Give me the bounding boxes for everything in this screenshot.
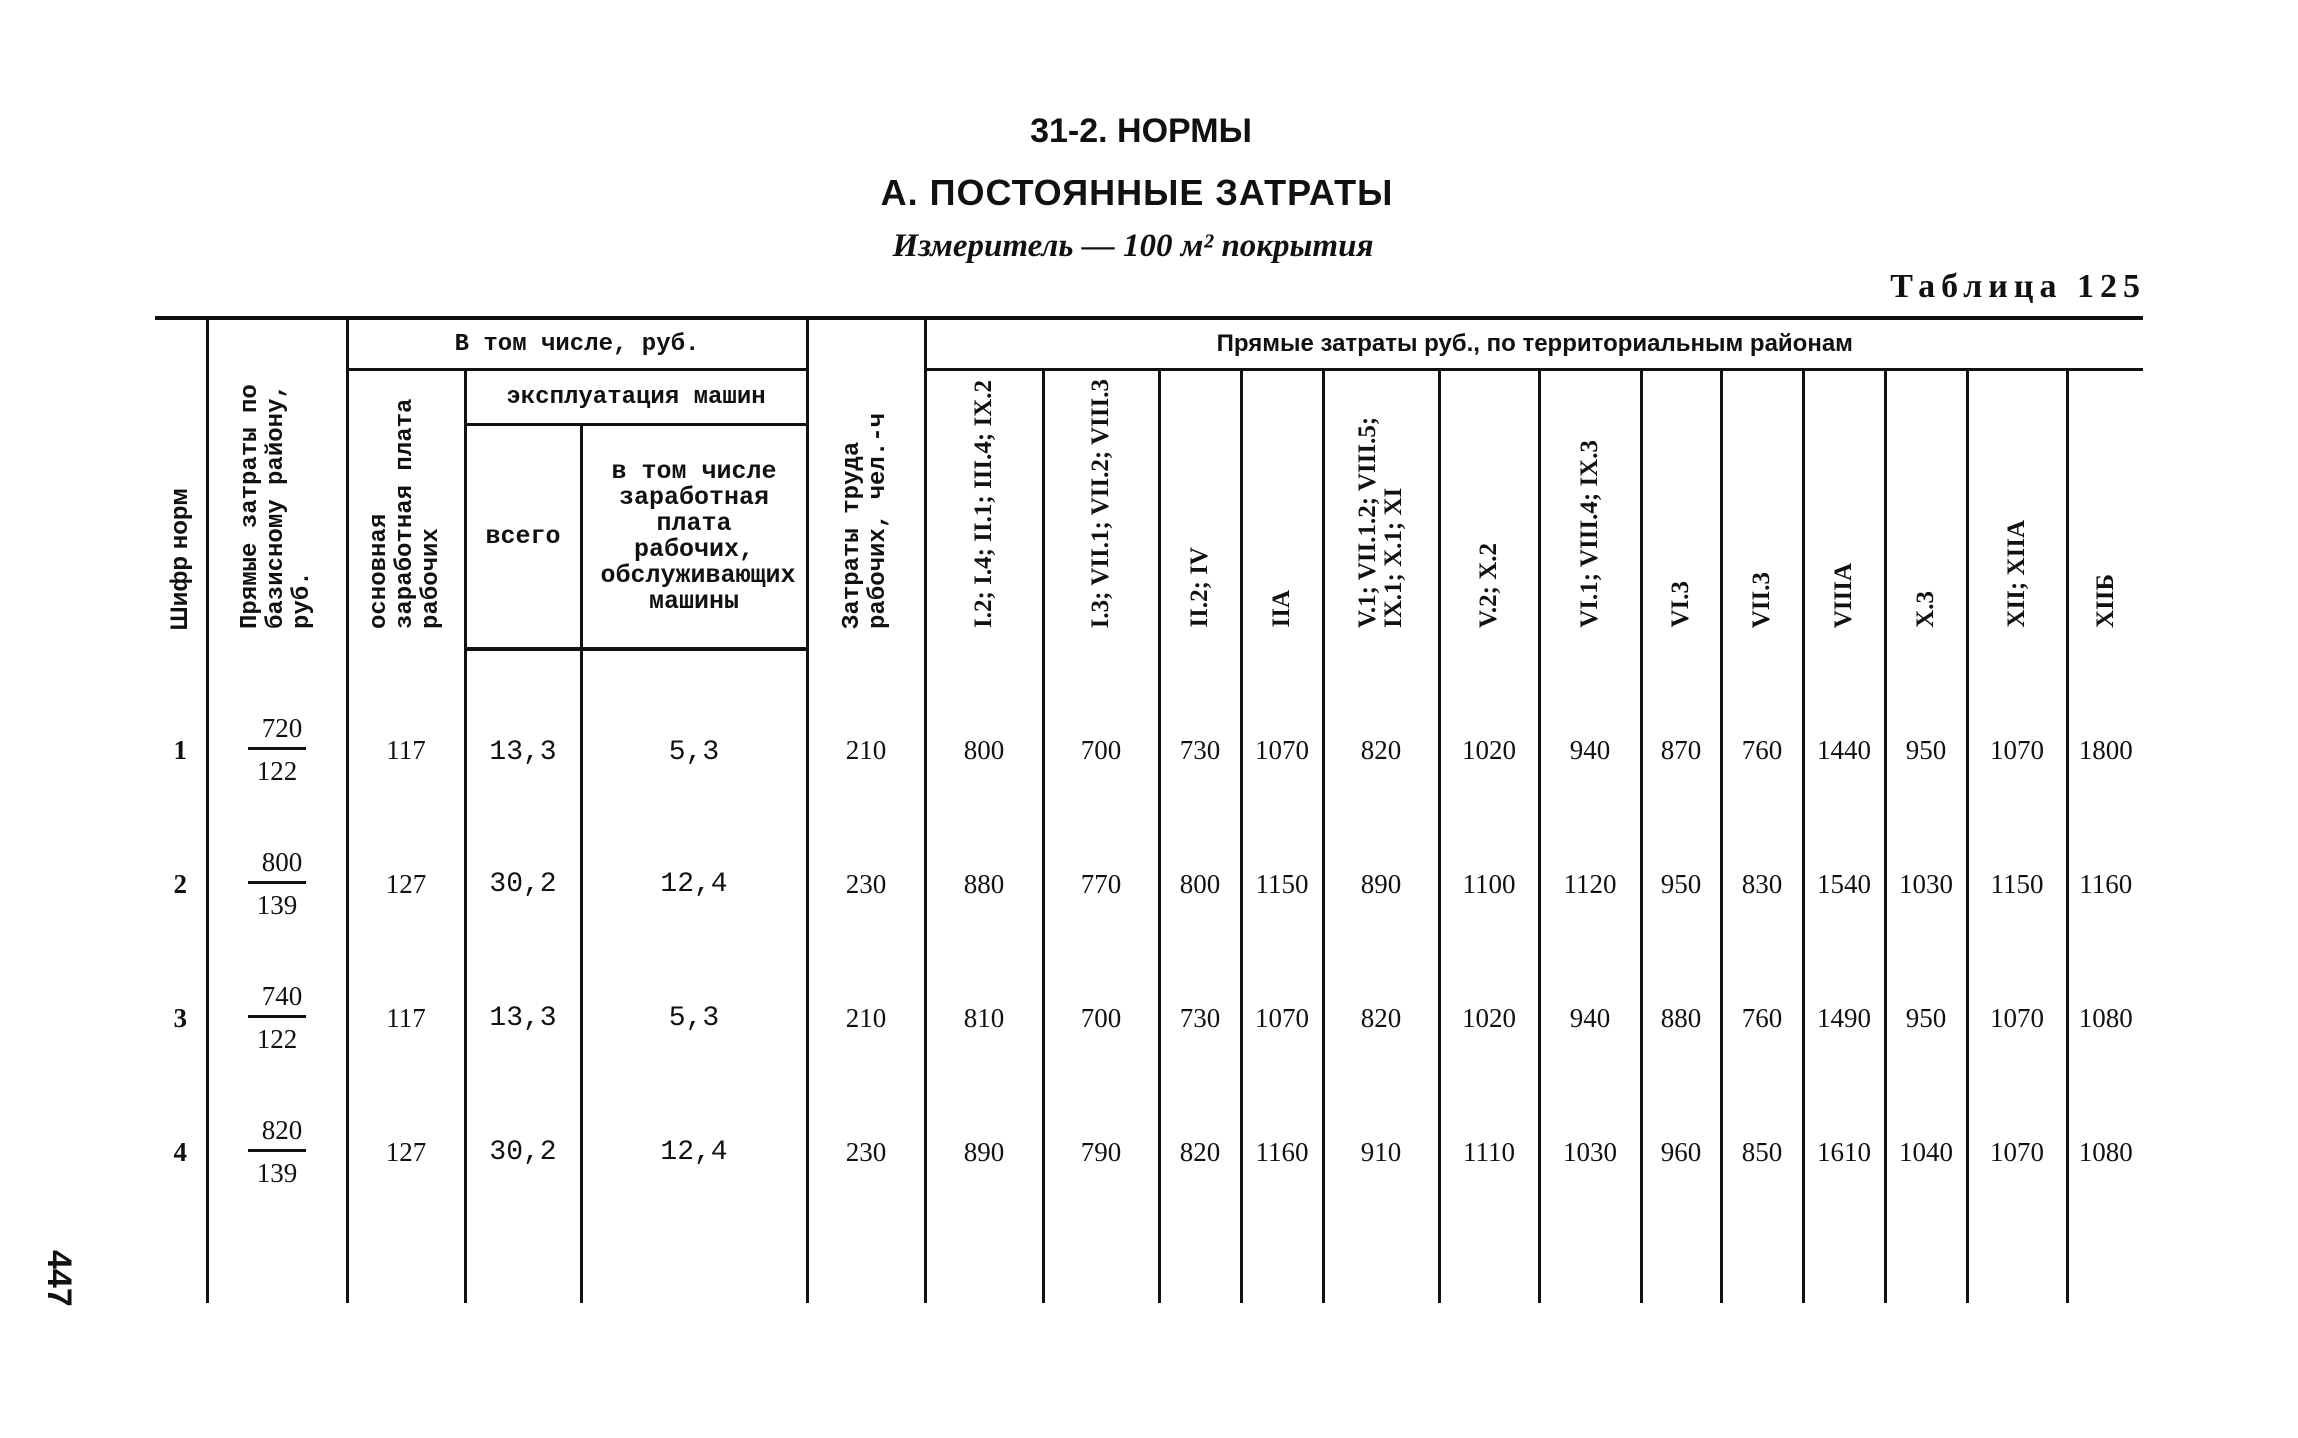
cell-machines-wages: 12,4	[581, 1089, 807, 1303]
cell-region-cost: 1160	[1241, 1089, 1323, 1303]
cell-labor: 230	[807, 821, 925, 955]
direct-cost-value: 820	[248, 1113, 307, 1152]
table-row	[155, 955, 2143, 1089]
regions-group-header: Прямые затраты руб., по территориальным районам	[925, 318, 2143, 370]
cell-region-cost: 800	[925, 649, 1043, 821]
cell-region-cost: 1150	[1241, 821, 1323, 955]
cell-region-cost: 1800	[2067, 649, 2143, 821]
page-number: 447	[40, 1250, 78, 1307]
region-header: VII.3	[1721, 370, 1803, 650]
cell-region-cost: 880	[1641, 955, 1721, 1089]
cell-region-cost: 1020	[1439, 955, 1539, 1089]
region-header: VI.3	[1641, 370, 1721, 650]
region-header: I.3; VII.1; VII.2; VIII.3	[1043, 370, 1159, 650]
cell-region-cost: 870	[1641, 649, 1721, 821]
table-number: Таблица 125	[1890, 268, 2146, 305]
cell-code: 2	[173, 869, 187, 899]
cell-direct-base	[207, 649, 347, 821]
cell-region-cost: 730	[1159, 649, 1241, 821]
cell-region-cost: 1070	[1967, 649, 2067, 821]
cell-code: 4	[173, 1137, 187, 1167]
subsection-title: А. ПОСТОЯННЫЕ ЗАТРАТЫ	[880, 172, 1394, 213]
cell-region-cost: 1540	[1803, 821, 1885, 955]
direct-cost-subvalue: 139	[256, 1158, 298, 1188]
cell-region-cost: 960	[1641, 1089, 1721, 1303]
direct-cost-value: 800	[248, 845, 307, 884]
cell-region-cost: 1100	[1439, 821, 1539, 955]
region-header: X.3	[1885, 370, 1967, 650]
cell-region-cost: 800	[1159, 821, 1241, 955]
col-labor-header: Затраты труда рабочих, чел.-ч	[807, 318, 925, 649]
region-header: XIIБ	[2067, 370, 2143, 650]
cell-region-cost: 1070	[1241, 649, 1323, 821]
cell-region-cost: 1070	[1967, 955, 2067, 1089]
cell-region-cost: 1110	[1439, 1089, 1539, 1303]
fraction	[248, 1113, 307, 1190]
cell-code: 3	[173, 1003, 187, 1033]
cell-region-cost: 1440	[1803, 649, 1885, 821]
cell-wages: 127	[347, 1089, 465, 1303]
region-header: IIA	[1241, 370, 1323, 650]
region-header: VIIIA	[1803, 370, 1885, 650]
cell-region-cost: 880	[925, 821, 1043, 955]
norms-table	[155, 316, 2143, 1303]
cell-direct-base	[207, 821, 347, 955]
table-row	[155, 821, 2143, 955]
cell-region-cost: 1080	[2067, 955, 2143, 1089]
region-header: VI.1; VIII.4; IX.3	[1539, 370, 1641, 650]
cell-machines-total: 13,3	[465, 955, 581, 1089]
cell-region-cost: 820	[1323, 955, 1439, 1089]
cell-machines-wages: 12,4	[581, 821, 807, 955]
cell-machines-total: 30,2	[465, 821, 581, 955]
cell-region-cost: 730	[1159, 955, 1241, 1089]
cell-labor: 210	[807, 649, 925, 821]
cell-labor: 230	[807, 1089, 925, 1303]
direct-cost-subvalue: 122	[256, 756, 298, 786]
cell-region-cost: 1040	[1885, 1089, 1967, 1303]
cell-region-cost: 820	[1323, 649, 1439, 821]
col-direct-base-header: Прямые затраты по базисному району, руб.	[207, 318, 347, 649]
cell-region-cost: 1070	[1241, 955, 1323, 1089]
cell-region-cost: 940	[1539, 955, 1641, 1089]
cell-region-cost: 890	[1323, 821, 1439, 955]
cell-region-cost: 940	[1539, 649, 1641, 821]
region-header: V.2; X.2	[1439, 370, 1539, 650]
fraction	[248, 979, 307, 1056]
cell-wages: 117	[347, 649, 465, 821]
machines-group-header: эксплуатация машин	[465, 370, 807, 425]
cell-wages: 117	[347, 955, 465, 1089]
cell-region-cost: 1160	[2067, 821, 2143, 955]
col-wages-header: основная заработная плата рабочих	[347, 370, 465, 650]
cell-region-cost: 1030	[1539, 1089, 1641, 1303]
region-header: II.2; IV	[1159, 370, 1241, 650]
region-header: XII; XIIA	[1967, 370, 2067, 650]
fraction	[248, 845, 307, 922]
cell-region-cost: 1070	[1967, 1089, 2067, 1303]
direct-cost-value: 720	[248, 711, 307, 750]
table-row	[155, 649, 2143, 821]
section-title: 31-2. НОРМЫ	[1030, 112, 1252, 150]
region-header: I.2; I.4; II.1; III.4; IX.2	[925, 370, 1043, 650]
cell-region-cost: 950	[1885, 955, 1967, 1089]
cell-region-cost: 1490	[1803, 955, 1885, 1089]
cell-machines-total: 13,3	[465, 649, 581, 821]
cell-region-cost: 760	[1721, 649, 1803, 821]
col-machines-wages-header: в том числе заработная плата рабочих, обслуживающих машины	[581, 425, 807, 649]
cell-region-cost: 950	[1641, 821, 1721, 955]
cell-region-cost: 830	[1721, 821, 1803, 955]
cell-region-cost: 1120	[1539, 821, 1641, 955]
cell-wages: 127	[347, 821, 465, 955]
cell-region-cost: 770	[1043, 821, 1159, 955]
cell-region-cost: 1150	[1967, 821, 2067, 955]
cell-machines-wages: 5,3	[581, 955, 807, 1089]
col-machines-total-header: всего	[465, 425, 581, 649]
table-row	[155, 1089, 2143, 1303]
cell-region-cost: 820	[1159, 1089, 1241, 1303]
cell-region-cost: 700	[1043, 955, 1159, 1089]
col-code-header: Шифр норм	[155, 318, 207, 649]
cell-machines-wages: 5,3	[581, 649, 807, 821]
cell-labor: 210	[807, 955, 925, 1089]
cell-region-cost: 850	[1721, 1089, 1803, 1303]
cell-region-cost: 1030	[1885, 821, 1967, 955]
cell-machines-total: 30,2	[465, 1089, 581, 1303]
incl-group-header: В том числе, руб.	[347, 318, 807, 370]
cell-direct-base	[207, 1089, 347, 1303]
cell-region-cost: 1020	[1439, 649, 1539, 821]
cell-region-cost: 910	[1323, 1089, 1439, 1303]
cell-region-cost: 1610	[1803, 1089, 1885, 1303]
direct-cost-value: 740	[248, 979, 307, 1018]
direct-cost-subvalue: 139	[256, 890, 298, 920]
cell-region-cost: 790	[1043, 1089, 1159, 1303]
cell-region-cost: 700	[1043, 649, 1159, 821]
cell-region-cost: 810	[925, 955, 1043, 1089]
cell-region-cost: 760	[1721, 955, 1803, 1089]
cell-region-cost: 950	[1885, 649, 1967, 821]
region-header: V.1; VII.1.2; VIII.5; IX.1; X.1; XI	[1323, 370, 1439, 650]
fraction	[248, 711, 307, 788]
direct-cost-subvalue: 122	[256, 1024, 298, 1054]
cell-code: 1	[173, 735, 187, 765]
unit-caption: Измеритель — 100 м² покрытия	[892, 228, 1374, 264]
cell-region-cost: 1080	[2067, 1089, 2143, 1303]
cell-direct-base	[207, 955, 347, 1089]
cell-region-cost: 890	[925, 1089, 1043, 1303]
